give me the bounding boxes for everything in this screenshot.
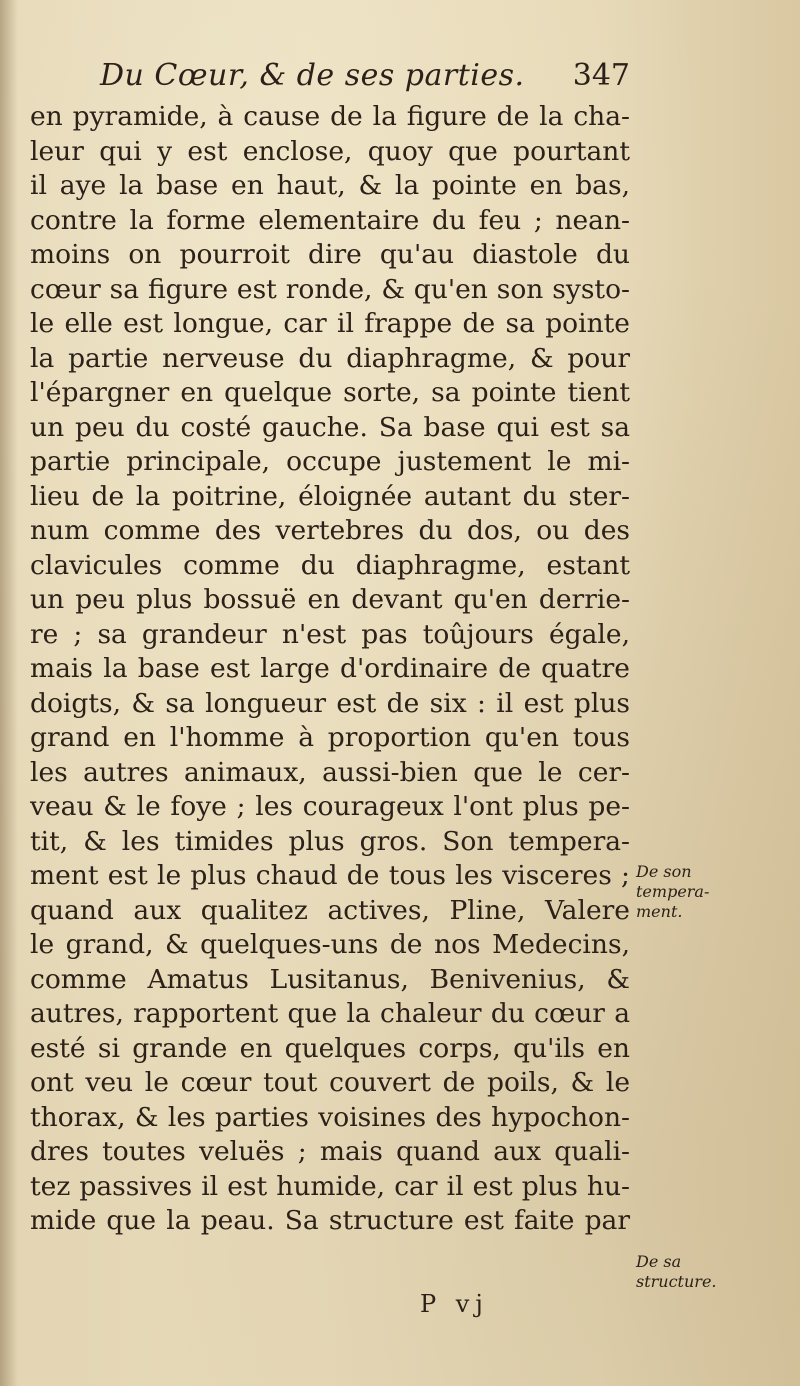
text-line: moins on pourroit dire qu'au diastole du — [30, 239, 630, 270]
text-line: mais la base est large d'ordinaire de quatre — [30, 653, 630, 684]
text-line: thorax, & les parties voisines des hypochon- — [30, 1101, 630, 1133]
text-line: un peu du costé gauche. Sa base qui est sa — [30, 411, 630, 443]
text-line: tez passives il est humide, car il est plus hu- — [30, 1170, 630, 1202]
margin-note-line: tempera- — [636, 882, 710, 901]
text-line: comme Amatus Lusitanus, Benivenius, & — [30, 963, 630, 995]
text-line: autres, rapportent que la chaleur du cœur a — [30, 998, 630, 1029]
text-line: il aye la base en haut, & la pointe en bas, — [30, 170, 630, 201]
page-number: 347 — [572, 58, 630, 93]
text-line: les autres animaux, aussi-bien que le cer- — [30, 756, 630, 788]
text-line: la partie nerveuse du diaphragme, & pour — [30, 342, 630, 374]
margin-note-structure — [636, 1252, 717, 1292]
text-line: le elle est longue, car il frappe de sa pointe — [30, 308, 630, 339]
text-line: mide que la peau. Sa structure est faite par — [30, 1205, 630, 1236]
body-text — [30, 100, 630, 1239]
running-head: Du Cœur, & de ses parties. — [100, 58, 525, 93]
signature-mark: P vj — [420, 1290, 489, 1318]
page-header — [100, 58, 630, 98]
text-line: quand aux qualitez actives, Pline, Valere — [30, 894, 630, 926]
margin-note-line: ment. — [636, 902, 683, 921]
text-line: leur qui y est enclose, quoy que pourtant — [30, 135, 630, 167]
text-line: en pyramide, à cause de la figure de la cha- — [30, 101, 630, 132]
text-line: grand en l'homme à proportion qu'en tous — [30, 722, 630, 753]
margin-note-line: De son — [636, 862, 692, 881]
text-line: lieu de la poitrine, éloignée autant du ster- — [30, 480, 630, 512]
binding-shadow — [0, 0, 18, 1386]
text-line: un peu plus bossuë en devant qu'en derrie- — [30, 584, 630, 615]
text-line: cœur sa figure est ronde, & qu'en son systo- — [30, 273, 630, 305]
text-line: ont veu le cœur tout couvert de poils, & le — [30, 1067, 630, 1098]
text-line: clavicules comme du diaphragme, estant — [30, 549, 630, 581]
margin-note-temperament — [636, 862, 709, 922]
margin-note-line: De sa — [636, 1252, 682, 1271]
text-line: re ; sa grandeur n'est pas toûjours égale, — [30, 618, 630, 650]
text-line: num comme des vertebres du dos, ou des — [30, 515, 630, 546]
text-line: contre la forme elementaire du feu ; nean- — [30, 204, 630, 236]
text-line: tit, & les timides plus gros. Son tempera- — [30, 825, 630, 857]
text-line: l'épargner en quelque sorte, sa pointe tient — [30, 377, 630, 408]
margin-note-line: structure. — [636, 1272, 717, 1291]
text-line: doigts, & sa longueur est de six : il est plus — [30, 687, 630, 719]
text-line: le grand, & quelques-uns de nos Medecins, — [30, 929, 630, 960]
text-line: partie principale, occupe justement le mi- — [30, 446, 630, 477]
text-line: ment est le plus chaud de tous les visceres ; — [30, 860, 630, 891]
text-line: veau & le foye ; les courageux l'ont plus pe- — [30, 791, 630, 822]
text-line: dres toutes veluës ; mais quand aux quali- — [30, 1136, 630, 1167]
text-line: esté si grande en quelques corps, qu'ils en — [30, 1032, 630, 1064]
